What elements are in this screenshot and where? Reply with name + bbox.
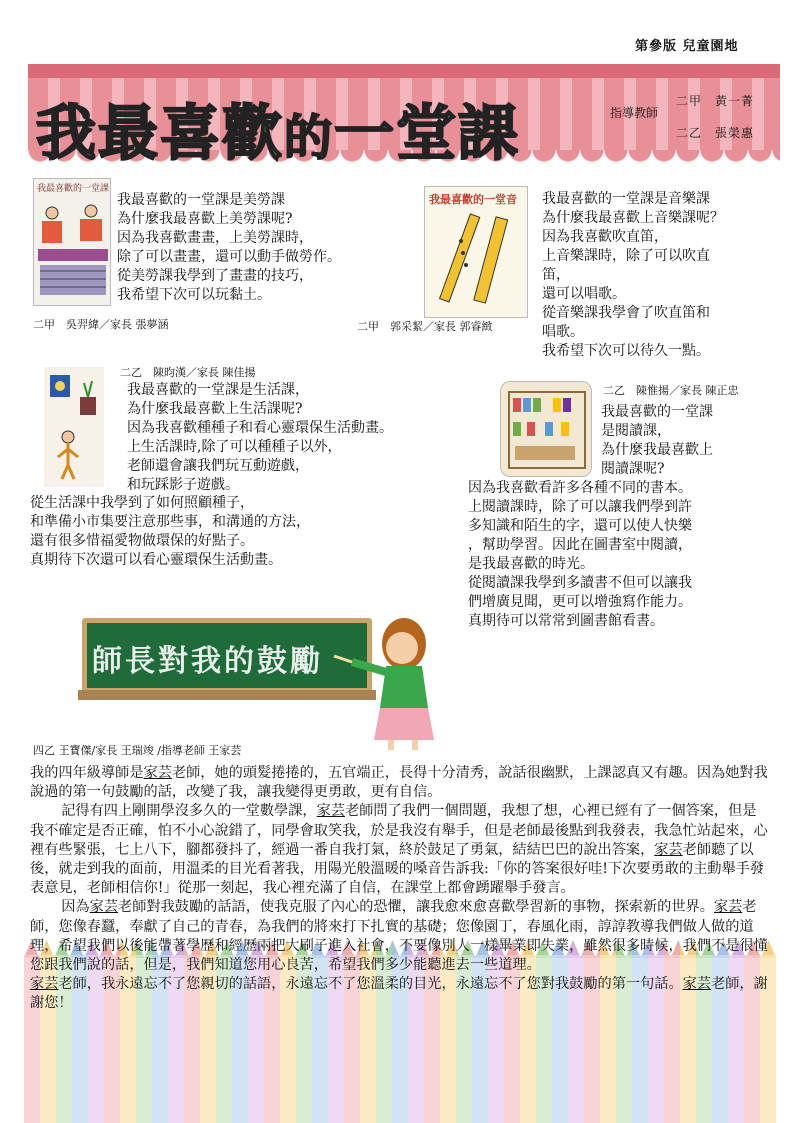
text-line: 我希望下次可以玩黏土。: [117, 287, 271, 303]
letter-text: 老師，我永遠忘不了您親切的話語，永遠忘不了您溫柔的目光，永遠忘不了您對我鼓勵的第一句話。: [58, 976, 683, 993]
text-line: 我最喜歡的一堂課是音樂課: [542, 191, 710, 207]
text-line: 笛，: [542, 267, 570, 283]
text-line: 真期待下次還可以看心靈環保生活動畫。: [30, 552, 282, 568]
letter-text: 老師問了我們一個問題，我想了想，心裡已經有了一個答案，但是我不確定是否正確，怕不小心說錯了，同學會取笑我，於是我沒有舉手，但是老師最後點到我發表，我急忙站起來，心裡有些緊張，七上八下，腳都發抖了，經過一番自我打氣，終於鼓足了勇氣，結結巴巴的說出答案，: [30, 803, 768, 858]
article-credit: 二乙 陳昀漢／家長 陳佳揚: [120, 366, 256, 379]
teacher-name: 家芸: [89, 899, 119, 916]
text-line: 從美勞課我學到了畫畫的技巧，: [117, 268, 313, 284]
text-line: 為什麼我最喜歡上美勞課呢?: [117, 211, 293, 227]
music-class-drawing: [424, 186, 528, 318]
text-line: 老師還會讓我們玩互動遊戲，: [127, 458, 309, 474]
bookshelf-icon: [501, 382, 592, 477]
page-title: [36, 86, 520, 172]
title-char: 一: [334, 99, 397, 169]
article-life-text-a: [127, 381, 393, 495]
title-char: 歡: [222, 99, 284, 169]
text-line: 上音樂課時，除了可以吹直: [542, 248, 710, 264]
title-char: 最: [98, 99, 160, 169]
text-line: 上閱讀課時，除了可以讓我們學到許: [468, 499, 692, 515]
advisor-name: 二甲 黃一菁: [676, 94, 755, 108]
text-line: 我希望下次可以待久一點。: [542, 343, 710, 359]
teacher-name: 家芸: [316, 803, 346, 820]
text-line: 我最喜歡的一堂課是美勞課: [117, 192, 285, 208]
title-char: 喜: [160, 99, 222, 169]
article-credit: 四乙 王寶傑/家長 王瑞竣 /指導老師 王家芸: [33, 744, 242, 757]
section-header: 第參版 兒童園地: [635, 39, 739, 54]
text-line: 除了可以畫畫，還可以動手做勞作。: [117, 249, 341, 265]
article-credit: 二甲 吳羿緯／家長 張夢涵: [33, 318, 169, 331]
title-char: 的: [284, 110, 335, 166]
teacher-name: 家芸: [143, 765, 172, 781]
text-line: 從閱讀課我學到多讀書不但可以讓我: [468, 575, 692, 591]
text-line: 還有很多惜福愛物做環保的好點子。: [30, 533, 254, 549]
life-class-drawing: [44, 367, 104, 487]
text-line: 唱歌。: [542, 324, 584, 340]
letter-text: 老師，她的頭髮捲捲的，五官端正，長得十分清秀，說話很幽默，上課認真又有趣。因為她對我說過的第一句鼓勵的話，改變了我，讓我變得更勇敢，更有自信。: [30, 765, 768, 801]
text-line: 因為我喜歡種種子和看心靈環保生活動畫。: [127, 420, 393, 436]
text-line: 上生活課時,除了可以種種子以外，: [127, 439, 342, 455]
text-line: 真期待可以常常到圖書館看書。: [468, 613, 664, 629]
text-line: 是我最喜歡的時光。: [468, 556, 594, 572]
teacher-name: 家芸: [682, 976, 712, 993]
letter-paragraph: [30, 975, 770, 1013]
title-char: 堂: [396, 99, 459, 169]
article-reading-text-a: [601, 403, 713, 479]
article-music-text: [542, 190, 724, 361]
title-char: 課: [458, 99, 521, 169]
article-credit: 二乙 陳惟揚／家長 陳正忠: [603, 384, 739, 397]
letter-text: 老師，您像春蠶，奉獻了自己的青春，為我們的將來打下扎實的基礎；您像園丁，春風化雨，諄諄教導我們做人做的道理，希望我們以後能帶著學歷和經歷兩把大刷子進入社會，不要像別人一樣畢業即失業，雖然很多時候，我們不是很懂您跟我們說的話，但是，我們知道您用心良苦，希望我們多少能聽進去一些道理。: [30, 899, 768, 974]
letter-paragraph: [30, 802, 770, 898]
letter-paragraph: [30, 898, 770, 975]
children-drawing-icon: [34, 179, 111, 306]
text-line: 我最喜歡的一堂課: [601, 404, 713, 420]
text-line: 因為我喜歡吹直笛，: [542, 229, 668, 245]
article-reading-text-b: [468, 479, 692, 631]
text-line: 和準備小市集要注意那些事，和溝通的方法，: [30, 514, 310, 530]
advisor-name: 二乙 張榮惠: [676, 126, 755, 140]
letter-text: 老師，謝謝您！: [30, 976, 768, 1012]
encouragement-letter: [30, 764, 770, 1014]
letter-paragraph: [30, 764, 770, 802]
recorder-flute-icon: [425, 187, 528, 318]
drawing-caption: 我最喜歡的一堂課: [37, 184, 110, 194]
text-line: 們增廣見聞，更可以增強寫作能力。: [468, 594, 692, 610]
letter-text: 我的四年級導師是: [30, 765, 144, 781]
title-char: 我: [36, 99, 98, 169]
text-line: 因為我喜歡畫畫，上美勞課時，: [117, 230, 313, 246]
text-line: 多知識和陌生的字，還可以使人快樂: [468, 518, 692, 534]
text-line: 從生活課中我學到了如何照顧種子，: [30, 495, 254, 511]
article-credit: 二甲 郭采絜／家長 郭睿緻: [357, 320, 493, 333]
text-line: 因為我喜歡看許多各種不同的書本。: [468, 480, 692, 496]
banner-top-strip: [28, 64, 780, 78]
text-line: 從音樂課我學會了吹直笛和: [542, 305, 710, 321]
article-art-text: [117, 191, 341, 305]
text-line: 和玩踩影子遊戲。: [127, 477, 239, 493]
text-line: 為什麼我最喜歡上音樂課呢？: [542, 210, 724, 226]
art-class-drawing: [33, 178, 111, 306]
teacher-illustration-icon: [330, 600, 440, 750]
letter-text: 老師對我鼓勵的話語，使我克服了內心的恐懼，讓我愈來愈喜歡學習新的事物，探索新的世界。: [118, 899, 714, 916]
teacher-name: 家芸: [30, 976, 59, 993]
text-line: 我最喜歡的一堂課是生活課，: [127, 382, 309, 398]
letter-text: 因為: [61, 899, 90, 916]
text-line: 為什麼我最喜歡上: [601, 442, 713, 458]
letter-text: 老師聽了以後，就走到我的面前，用溫柔的目光看著我，用陽光般溫暖的嗓音告訴我:「你的答案很好哇!下次要勇敢的主動舉手發表意見，老師相信你!」從那一刻起，我心裡充滿了自信，在課堂上都會踴躍舉手發言。: [30, 841, 765, 897]
teacher-name: 家芸: [654, 841, 683, 858]
chalkboard-title: 師長對我的鼓勵: [92, 644, 323, 679]
article-life-text-b: [30, 494, 310, 570]
teacher-name: 家芸: [713, 899, 743, 916]
advisor-label: 指導教師: [610, 106, 659, 120]
text-line: 是閱讀課，: [601, 423, 671, 439]
plant-pot-icon: [44, 367, 104, 487]
text-line: 還可以唱歌。: [542, 286, 626, 302]
letter-text: 記得有四上剛開學沒多久的一堂數學課，: [61, 803, 317, 820]
library-drawing: [500, 381, 592, 477]
drawing-caption: 我最喜歡的一堂音: [429, 193, 517, 206]
text-line: 為什麼我最喜歡上生活課呢?: [127, 401, 303, 417]
text-line: ，幫助學習。因此在圖書室中閱讀，: [468, 537, 692, 553]
text-line: 閱讀課呢?: [601, 461, 665, 477]
